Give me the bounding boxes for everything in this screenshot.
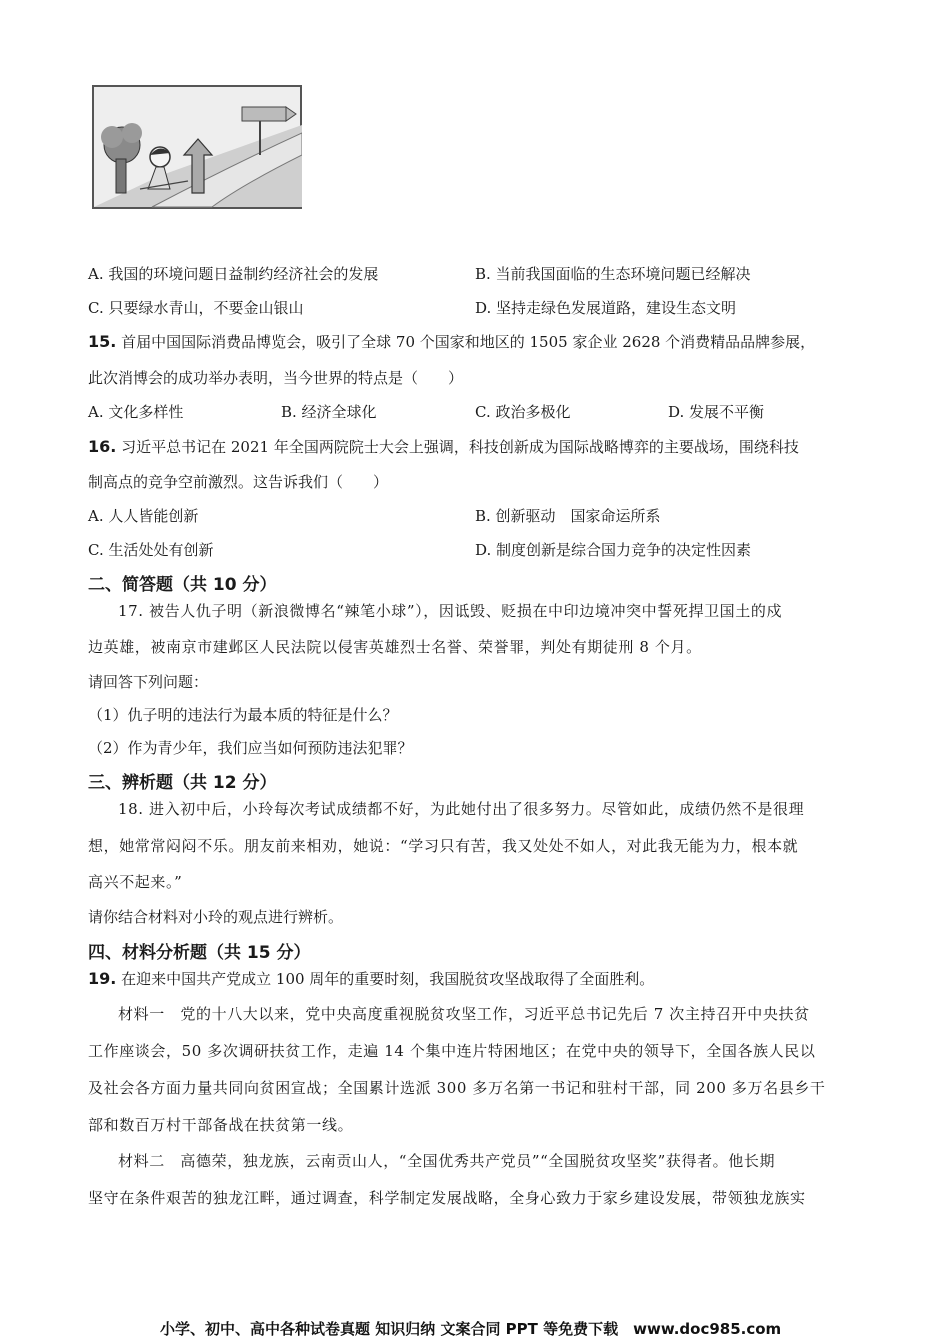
material-1-line-3: 及社会各方面力量共同向贫困宣战；全国累计选派 300 多万名第一书记和驻村干部，同 200 多万名县乡干 [88,1079,826,1097]
q15-text-1: 首届中国国际消费品博览会，吸引了全球 70 个国家和地区的 1505 家企业 2628 个消费精品品牌参展， [121,333,816,351]
q17-line-1: 17. 被告人仇子明（新浪微博名“辣笔小球”），因诋毁、贬损在中印边境冲突中誓死捍卫国土的戍 [118,602,783,620]
q16-line-2: 制高点的竞争空前激烈。这告诉我们（ ） [88,473,389,491]
q16-option-d: D. 制度创新是综合国力竞争的决定性因素 [475,541,752,559]
section-2-title: 二、简答题（共 10 分） [88,575,277,595]
q17-prompt: 请回答下列问题： [88,673,209,691]
q15-line-1 [88,331,815,352]
q16-line-1 [88,436,799,457]
q14-option-a: A. 我国的环境问题日益制约经济社会的发展 [88,265,379,283]
q15-number: 15. [88,332,117,351]
q18-line-3: 高兴不起来。” [88,873,183,891]
q18-prompt: 请你结合材料对小玲的观点进行辨析。 [88,908,344,926]
q14-option-b: B. 当前我国面临的生态环境问题已经解决 [475,265,751,283]
q15-option-d: D. 发展不平衡 [668,403,765,421]
material-1-line-1: 材料一 党的十八大以来，党中央高度重视脱贫攻坚工作，习近平总书记先后 7 次主持召开中央扶贫 [118,1005,810,1023]
footer-link[interactable]: 小学、初中、高中各种试卷真题 知识归纳 文案合同 PPT 等免费下载 www.doc985.com [160,1320,782,1338]
material-2-line-1: 材料二 高德荣，独龙族，云南贡山人，“全国优秀共产党员”“全国脱贫攻坚奖”获得者。他长期 [118,1152,776,1170]
q18-line-2: 想，她常常闷闷不乐。朋友前来相劝，她说：“学习只有苦，我又处处不如人，对此我无能为力，根本就 [88,837,799,855]
q17-sub-2: （2）作为青少年，我们应当如何预防违法犯罪？ [88,739,413,757]
q16-option-b: B. 创新驱动 国家命运所系 [475,507,661,525]
q19-number: 19. [88,969,117,988]
q17-sub-1: （1）仇子明的违法行为最本质的特征是什么？ [88,706,398,724]
q15-option-b: B. 经济全球化 [281,403,377,421]
q15-line-2: 此次消博会的成功举办表明，当今世界的特点是（ ） [88,369,464,387]
q15-option-c: C. 政治多极化 [475,403,571,421]
section-4-title: 四、材料分析题（共 15 分） [88,943,311,963]
q19-intro-line [88,968,654,989]
q16-option-c: C. 生活处处有创新 [88,541,214,559]
q17-line-2: 边英雄，被南京市建邺区人民法院以侵害英雄烈士名誉、荣誉罪，判处有期徒刑 8 个月。 [88,638,702,656]
material-1-line-2: 工作座谈会，50 多次调研扶贫工作，走遍 14 个集中连片特困地区；在党中央的领导下，全国各族人民以 [88,1042,816,1060]
cartoon-illustration [92,85,302,209]
q19-intro: 在迎来中国共产党成立 100 周年的重要时刻，我国脱贫攻坚战取得了全面胜利。 [121,970,655,988]
q16-option-a: A. 人人皆能创新 [88,507,199,525]
q14-option-c: C. 只要绿水青山，不要金山银山 [88,299,304,317]
section-3-title: 三、辨析题（共 12 分） [88,773,277,793]
q15-option-a: A. 文化多样性 [88,403,184,421]
q14-option-d: D. 坚持走绿色发展道路，建设生态文明 [475,299,737,317]
q18-line-1: 18. 进入初中后，小玲每次考试成绩都不好，为此她付出了很多努力。尽管如此，成绩仍然不是很理 [118,800,805,818]
q16-text-1: 习近平总书记在 2021 年全国两院院士大会上强调，科技创新成为国际战略博弈的主要战场，围绕科技 [121,438,799,456]
material-1-line-4: 部和数百万村干部备战在扶贫第一线。 [88,1116,354,1134]
material-2-line-2: 坚守在条件艰苦的独龙江畔，通过调查，科学制定发展战略，全身心致力于家乡建设发展，带领独龙族实 [88,1189,806,1207]
q16-number: 16. [88,437,117,456]
